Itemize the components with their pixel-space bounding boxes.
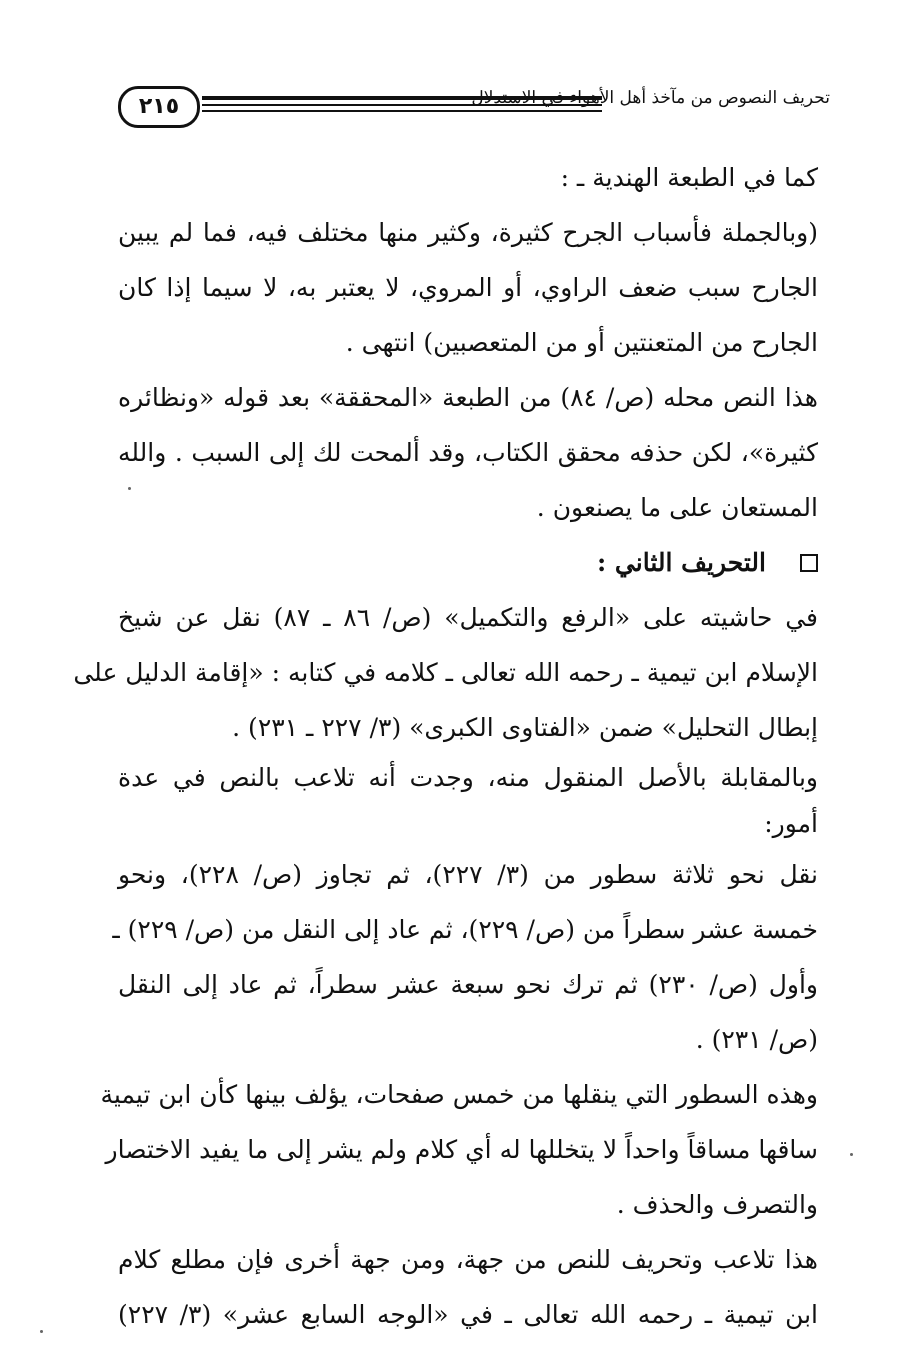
text-line: هذا تلاعب وتحريف للنص من جهة، ومن جهة أخرى فإن مطلع كلام — [118, 1245, 818, 1274]
page-body — [73, 150, 819, 1342]
text-line: الجارح سبب ضعف الراوي، أو المروي، لا يعتبر به، لا سيما إذا كان — [118, 273, 818, 302]
section-heading — [118, 535, 818, 590]
text-line: الجارح من المتعنتين أو من المتعصبين) انتهى . — [345, 328, 818, 357]
text-line: هذا النص محله (ص/ ٨٤) من الطبعة «المحققة» بعد قوله «ونظائره — [118, 383, 818, 412]
text-line: كما في الطبعة الهندية ـ : — [560, 163, 818, 192]
text-line: ابن تيمية ـ رحمه الله تعالى ـ في «الوجه السابع عشر» (٣/ ٢٢٧) — [118, 1300, 819, 1329]
text-line: (ص/ ٢٣١) . — [695, 1025, 818, 1054]
scan-speck — [850, 1153, 853, 1156]
text-line: كثيرة»، لكن حذفه محقق الكتاب، وقد ألمحت لك إلى السبب . والله — [118, 438, 819, 467]
text-line: الإسلام ابن تيمية ـ رحمه الله تعالى ـ كلامه في كتابه : «إقامة الدليل على — [73, 658, 818, 687]
header-rule — [202, 110, 602, 112]
text-line: والتصرف والحذف . — [616, 1190, 818, 1219]
text-line: خمسة عشر سطراً من (ص/ ٢٢٩)، ثم عاد إلى النقل من (ص/ ٢٢٩) ـ — [112, 915, 818, 944]
page-number: ٢١٥ — [118, 86, 200, 128]
text-line: (وبالجملة فأسباب الجرح كثيرة، وكثير منها مختلف فيه، فما لم يبين — [118, 218, 818, 247]
text-line: وأول (ص/ ٢٣٠) ثم ترك نحو سبعة عشر سطراً، ثم عاد إلى النقل — [118, 970, 818, 999]
square-bullet-icon — [800, 554, 818, 572]
text-line: وبالمقابلة بالأصل المنقول منه، وجدت أنه تلاعب بالنص في عدة — [118, 763, 818, 792]
text-line: نقل نحو ثلاثة سطور من (٣/ ٢٢٧)، ثم تجاوز (ص/ ٢٢٨)، ونحو — [118, 860, 818, 889]
text-line: في حاشيته على «الرفع والتكميل» (ص/ ٨٦ ـ ٨٧) نقل عن شيخ — [118, 603, 819, 632]
scan-speck — [128, 487, 131, 490]
text-line: المستعان على ما يصنعون . — [536, 493, 818, 522]
text-line: وهذه السطور التي ينقلها من خمس صفحات، يؤلف بينها كأن ابن تيمية — [100, 1080, 818, 1109]
running-title: تحريف النصوص من مآخذ أهل الأهواء في الاستدلال — [471, 88, 830, 108]
text-line: ساقها مساقاً واحداً لا يتخللها له أي كلام ولم يشر إلى ما يفيد الاختصار — [105, 1135, 818, 1164]
page-header — [110, 78, 830, 134]
scan-speck — [40, 1330, 43, 1333]
text-line: أمور: — [764, 809, 818, 838]
text-line: إبطال التحليل» ضمن «الفتاوى الكبرى» (٣/ ٢٢٧ ـ ٢٣١) . — [232, 713, 818, 742]
section-heading-text: التحريف الثاني : — [596, 548, 766, 577]
